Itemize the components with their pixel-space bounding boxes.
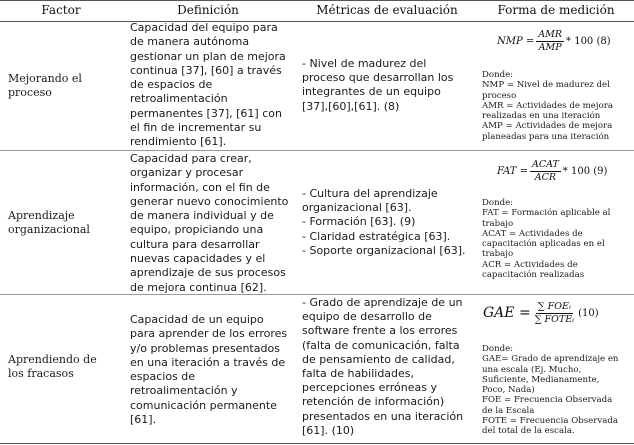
- row2-def-line: generar nuevo conocimiento: [130, 194, 289, 208]
- row2-met-line: - Claridad estratégica [63].: [302, 229, 451, 243]
- row2-def-line: equipo, propiciando una: [130, 223, 264, 237]
- row3-def-line: comunicación permanente: [130, 398, 277, 412]
- row2-def-line: organizar y procesar: [130, 166, 244, 180]
- row2-met-line: organizacional [63].: [302, 201, 412, 215]
- row3-met-line: (falta de comunicación, falta: [302, 338, 460, 352]
- formula-lhs: NMP =: [497, 35, 535, 47]
- row3-met-line: - Grado de aprendizaje de un: [302, 296, 463, 309]
- row3-donde-line: FOTE = Frecuencia Observada: [482, 416, 618, 427]
- row-rule-1: [0, 150, 634, 151]
- row1-definicion: [130, 21, 286, 150]
- row1-factor-line: proceso: [8, 86, 52, 99]
- row2-def-line: de manera individual y de: [130, 209, 274, 223]
- row2-donde-line: trabajo: [482, 218, 514, 229]
- row1-def-line: de manera autónoma: [130, 35, 250, 49]
- header-metricas: Métricas de evaluación: [316, 3, 458, 17]
- row1-donde-line: planeadas para una iteración: [482, 131, 610, 142]
- row2-def-line: cultura para desarrollar: [130, 237, 260, 251]
- row3-donde-line: Suficiente, Medianamente,: [482, 374, 600, 385]
- row2-factor-line: Aprendizaje: [8, 209, 75, 222]
- row3-def-line: espacios de: [130, 370, 196, 384]
- bottom-rule: [0, 443, 634, 444]
- row2-def-line: aprendizaje de sus procesos: [130, 266, 286, 280]
- row2-definicion: [130, 152, 288, 295]
- formula-numerator: AMR: [538, 28, 563, 40]
- row2-met-line: - Formación [63]. (9): [302, 215, 416, 229]
- row3-def-line: y/o problemas presentados: [130, 341, 280, 355]
- formula-denominator: ∑ FOTEᵢ: [534, 313, 575, 325]
- formula-numerator: ∑ FOEᵢ: [537, 300, 571, 312]
- row3-factor-line: los fracasos: [8, 367, 74, 380]
- row1-donde-line: Donde:: [482, 70, 514, 80]
- row3-donde-line: una escala (Ej. Mucho,: [482, 364, 582, 375]
- formula-lhs: GAE =: [483, 305, 531, 321]
- row2-def-line: Capacidad para crear,: [130, 152, 252, 165]
- formula-denominator: ACR: [534, 171, 557, 183]
- row3-factor: [8, 353, 97, 381]
- formula-rhs: (10): [578, 307, 599, 319]
- formula-fraction: [530, 159, 561, 184]
- row2-donde-line: FAT = Formación aplicable al: [482, 208, 611, 219]
- row3-met-line: retención de información): [302, 395, 445, 409]
- row1-donde-line: AMR = Actividades de mejora: [482, 100, 613, 111]
- header-definicion: Definición: [177, 3, 239, 17]
- formula-numerator: ACAT: [531, 158, 559, 170]
- formula-fraction: [536, 29, 564, 54]
- row2-donde: [482, 198, 610, 280]
- row2-metricas: [302, 187, 466, 258]
- row2-factor-line: organizacional: [8, 223, 90, 236]
- row1-def-line: rendimiento [61].: [130, 135, 227, 149]
- row1-def-line: el fin de incrementar su: [130, 121, 262, 135]
- row1-def-line: permanentes [37], [61] con: [130, 106, 282, 120]
- header-factor: Factor: [41, 3, 81, 17]
- row3-donde-line: Poco, Nada): [482, 385, 535, 396]
- row2-donde-line: Donde:: [482, 198, 514, 208]
- header-forma: Forma de medición: [497, 3, 615, 17]
- row3-met-line: software frente a los errores: [302, 324, 458, 338]
- row2-formula: [497, 157, 607, 185]
- row1-metricas: [302, 57, 453, 114]
- row1-def-line: Capacidad del equipo para: [130, 21, 278, 34]
- formula-rhs: * 100 (8): [566, 35, 611, 47]
- row3-def-line: Capacidad de un equipo: [130, 313, 264, 326]
- row1-factor-line: Mejorando el: [8, 72, 82, 85]
- row1-met-line: integrantes de un equipo: [302, 85, 441, 99]
- row2-met-line: - Soporte organizacional [63].: [302, 243, 466, 257]
- row2-donde-line: capacitación aplicadas en el: [482, 239, 605, 250]
- row3-met-line: de pensamiento de calidad,: [302, 352, 455, 366]
- row3-met-line: percepciones erróneas y: [302, 381, 437, 395]
- row1-donde-line: realizadas en una iteración: [482, 111, 601, 122]
- row1-def-line: continua [37], [60] a través: [130, 63, 282, 77]
- row3-def-line: [61].: [130, 413, 157, 427]
- row-rule-2: [0, 294, 634, 295]
- row3-met-line: equipo de desarrollo de: [302, 310, 432, 324]
- row2-donde-line: ACR = Actividades de: [482, 259, 578, 270]
- row3-donde-line: Donde:: [482, 344, 514, 354]
- row1-met-line: proceso que desarrollan los: [302, 71, 454, 85]
- row3-donde-line: GAE= Grado de aprendizaje en: [482, 354, 619, 365]
- row3-formula: [483, 298, 599, 328]
- row3-donde-line: del total de la escala.: [482, 426, 575, 437]
- row1-def-line: de espacios de: [130, 78, 213, 92]
- row1-donde-line: AMP = Actividades de mejora: [482, 121, 613, 132]
- row3-def-line: para aprender de los errores: [130, 327, 288, 341]
- formula-rhs: * 100 (9): [562, 165, 608, 177]
- row1-donde-line: proceso: [482, 90, 517, 101]
- row2-factor: [8, 209, 90, 237]
- row3-definicion: [130, 313, 287, 427]
- row3-factor-line: Aprendiendo de: [8, 353, 97, 366]
- row3-donde-line: FOE = Frecuencia Observada: [482, 395, 613, 406]
- row1-donde-line: NMP = Nivel de madurez del: [482, 80, 610, 91]
- row3-metricas: [302, 296, 463, 438]
- row2-donde-line: capacitación realizadas: [482, 270, 585, 281]
- row2-met-line: - Cultura del aprendizaje: [302, 187, 438, 200]
- row2-donde-line: trabajo: [482, 249, 514, 260]
- row1-def-line: gestionar un plan de mejora: [130, 49, 286, 63]
- header-rule: [0, 21, 634, 22]
- formula-denominator: AMP: [538, 41, 562, 53]
- row3-met-line: presentados en una iteración: [302, 409, 464, 423]
- row1-met-line: [37],[60],[61]. (8): [302, 99, 400, 113]
- row3-def-line: en una iteración a través de: [130, 355, 286, 369]
- row3-met-line: [61]. (10): [302, 423, 355, 437]
- row1-donde: [482, 70, 613, 142]
- row1-def-line: retroalimentación: [130, 92, 228, 106]
- row1-met-line: - Nivel de madurez del: [302, 57, 427, 70]
- row2-donde-line: ACAT = Actividades de: [482, 228, 583, 239]
- row2-def-line: información, con el fin de: [130, 180, 270, 194]
- row3-met-line: falta de habilidades,: [302, 367, 415, 381]
- row2-def-line: nuevas capacidades y el: [130, 252, 266, 266]
- row3-donde: [482, 344, 618, 437]
- row1-factor: [8, 72, 82, 100]
- formula-lhs: FAT =: [497, 165, 528, 177]
- row2-def-line: de mejora continua [62].: [130, 280, 267, 294]
- row3-def-line: retroalimentación y: [130, 384, 238, 398]
- formula-fraction: [533, 301, 576, 326]
- row1-formula: [497, 27, 611, 55]
- row3-donde-line: de la Escala: [482, 405, 535, 416]
